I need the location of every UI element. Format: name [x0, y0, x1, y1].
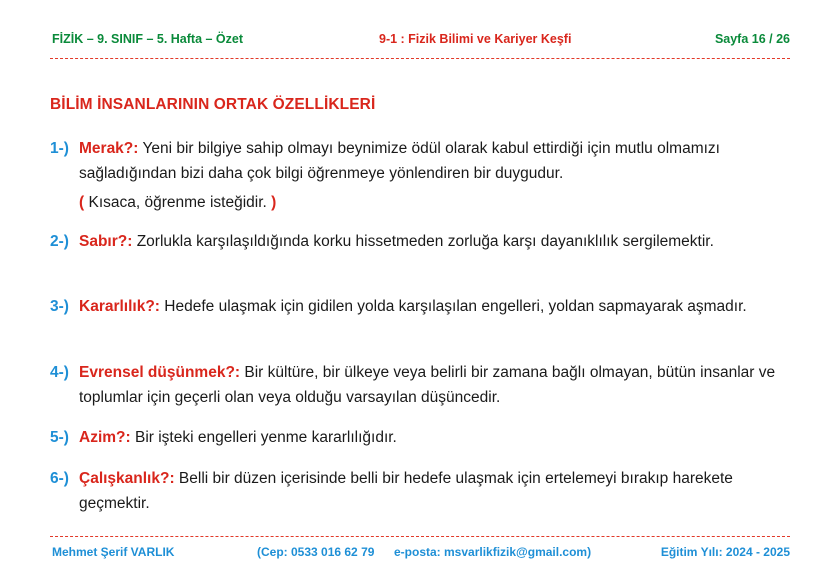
item-term: Çalışkanlık?:: [79, 470, 175, 487]
list-item: [50, 136, 788, 215]
header-unit-title: 9-1 : Fizik Bilimi ve Kariyer Keşfi: [379, 32, 572, 46]
note-text: Kısaca, öğrenme isteğidir.: [84, 194, 272, 211]
item-number: 6-): [50, 470, 69, 487]
item-text: Bir işteki engelleri yenme kararlılığıdır.: [130, 429, 397, 446]
item-number: 3-): [50, 298, 69, 315]
list-item: [50, 294, 788, 319]
footer-email: e-posta: msvarlikfizik@gmail.com): [394, 545, 592, 559]
item-term: Kararlılık?:: [79, 298, 160, 315]
item-number: 4-): [50, 364, 69, 381]
footer-phone: (Cep: 0533 016 62 79: [257, 545, 375, 559]
item-number: 2-): [50, 233, 69, 250]
item-number: 5-): [50, 429, 69, 446]
item-text: Hedefe ulaşmak için gidilen yolda karşılaşılan engelleri, yoldan sapmayarak aşmadır.: [159, 298, 747, 315]
item-text: Bir kültüre, bir ülkeye veya belirli bir zamana bağlı olmayan, bütün insanlar ve toplumlar için geçerli olan veya olduğu varsayılan düşüncedir.: [79, 364, 776, 406]
page-footer: [52, 545, 790, 563]
footer-divider: [50, 536, 790, 537]
item-text: Belli bir düzen içerisinde belli bir hedefe ulaşmak için ertelemeyi bırakıp harekete geçmektir.: [79, 470, 733, 512]
header-divider: [50, 58, 790, 59]
item-term: Evrensel düşünmek?:: [79, 364, 241, 381]
item-number: 1-): [50, 140, 69, 157]
section-title: BİLİM İNSANLARININ ORTAK ÖZELLİKLERİ: [50, 96, 376, 113]
list-item: [50, 425, 788, 450]
list-item: [50, 466, 788, 516]
note-open-paren: (: [79, 194, 85, 211]
list-item: [50, 360, 788, 410]
item-note: [79, 190, 788, 215]
header-course: FİZİK – 9. SINIF – 5. Hafta – Özet: [52, 32, 244, 46]
note-close-paren: ): [271, 194, 277, 211]
header-page-number: Sayfa 16 / 26: [714, 32, 790, 46]
item-term: Sabır?:: [79, 233, 133, 250]
footer-school-year: Eğitim Yılı: 2024 - 2025: [660, 545, 790, 559]
list-item: [50, 229, 788, 254]
item-text: Yeni bir bilgiye sahip olmayı beynimize ödül olarak kabul ettirdiği için mutlu olmamızı sağladığından bizi daha çok bilgi öğrenmeye yönlendiren bir duygudur.: [79, 140, 720, 182]
page-header: [52, 32, 790, 50]
item-text: Zorlukla karşılaşıldığında korku hissetmeden zorluğa karşı dayanıklılık sergilemektir.: [132, 233, 714, 250]
item-term: Azim?:: [79, 429, 131, 446]
footer-author: Mehmet Şerif VARLIK: [52, 545, 175, 559]
item-term: Merak?:: [79, 140, 139, 157]
